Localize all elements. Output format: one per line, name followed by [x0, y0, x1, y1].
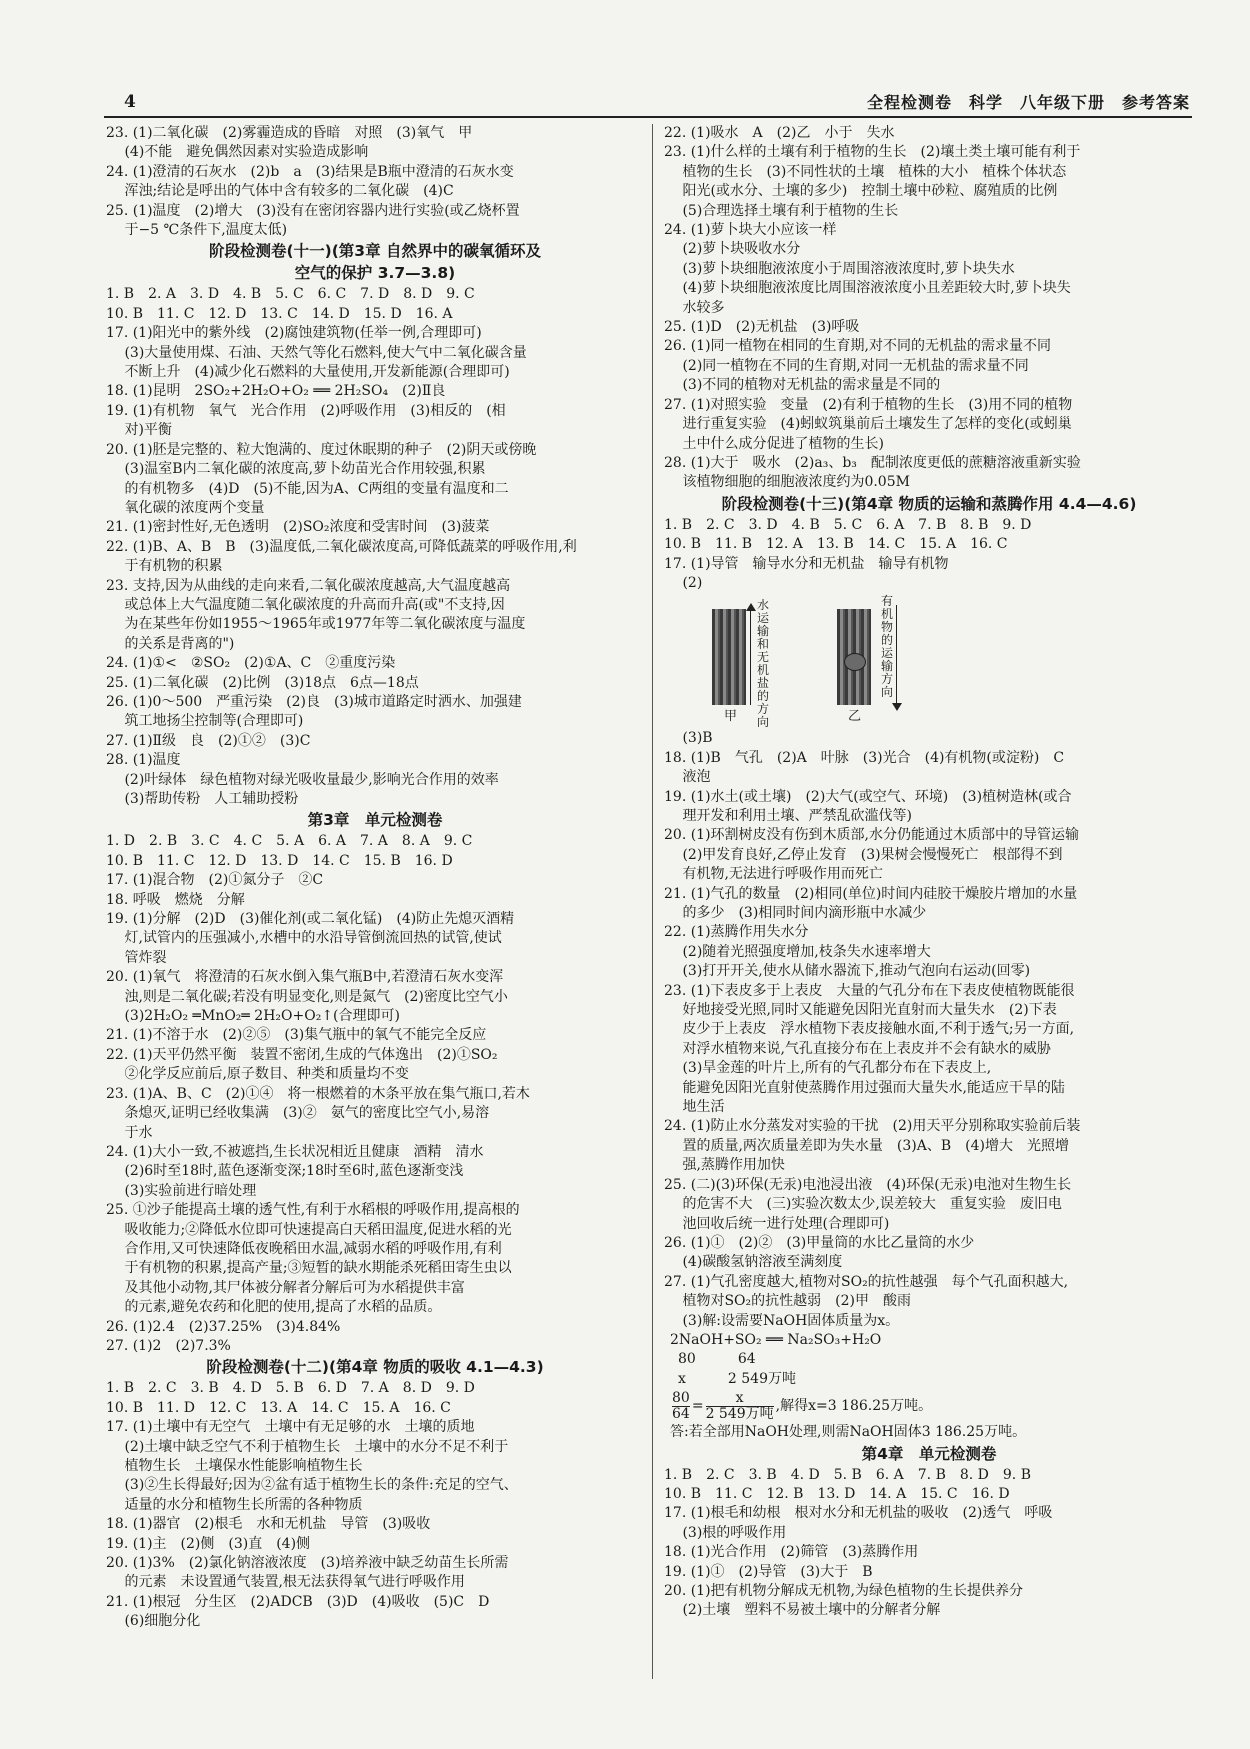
answer-line: 24. (1)防止水分蒸发对实验的干扰 (2)用天平分别称取实验前后装: [664, 1118, 1081, 1135]
answer-line: 植物对SO₂的抗性越弱 (2)甲 酸雨: [664, 1293, 911, 1310]
heading-test-12: 阶段检测卷(十二)(第4章 物质的吸收 4.1—4.3): [206, 1358, 544, 1377]
answer-line: (3)2H₂O₂ ═MnO₂═ 2H₂O+O₂↑(合理即可): [106, 1008, 400, 1025]
answer-line: 25. (1)二氧化碳 (2)比例 (3)18点 6点—18点: [106, 674, 419, 691]
answer-line: 21. (1)不溶于水 (2)②⑤ (3)集气瓶中的氧气不能完全反应: [106, 1027, 487, 1044]
answers-chapter-4: [664, 1466, 1194, 1621]
answer-line: 理开发和利用土壤、严禁乱砍滥伐等): [664, 807, 912, 824]
answer-line: (5)合理选择土壤有利于植物的生长: [664, 202, 899, 219]
answers-test-12-end: [664, 124, 1194, 493]
answer-line: 于−5 ℃条件下,温度太低): [106, 222, 288, 239]
answer-line: (2)6时至18时,蓝色逐渐变深;18时至6时,蓝色逐渐变浅: [106, 1163, 464, 1180]
answer-line: 24. (1)萝卜块大小应该一样: [664, 222, 837, 239]
answer-line: 18. (1)光合作用 (2)筛管 (3)蒸腾作用: [664, 1544, 919, 1561]
stem-transport-figure: [684, 594, 1194, 730]
answer-line: 土中什么成分促进了植物的生长): [664, 435, 884, 452]
answer-line: 适量的水分和植物生长所需的各种物质: [106, 1496, 363, 1513]
answer-line: 进行重复实验 (4)蚓蚁筑巢前后土壤发生了怎样的变化(或蚓巢: [664, 416, 1072, 433]
fraction-2: [706, 1391, 774, 1422]
calc-equation: 2NaOH+SO₂ ══ Na₂SO₃+H₂O: [670, 1331, 882, 1348]
answer-line: (3)萝卜块细胞液浓度小于周围溶液浓度时,萝卜块失水: [664, 260, 1015, 277]
answer-line: 1. B 2. C 3. D 4. B 5. C 6. A 7. B 8. B 9. D: [664, 516, 1032, 533]
answer-line: (3)打开开关,使水从储水器流下,推动气泡向右运动(回零): [664, 963, 1031, 980]
fraction-2-den: 2 549万吨: [705, 1405, 774, 1422]
answer-line: 25. (二)(3)环保(无汞)电池浸出液 (4)环保(无汞)电池对生物生长: [664, 1176, 1072, 1193]
answer-line: 有机物,无法进行呼吸作用而死亡: [664, 866, 883, 883]
answers-test-13-part2: [664, 729, 1194, 1331]
fraction-2-num: x: [706, 1391, 774, 1407]
answer-line: (2)土壤中缺乏空气不利于植物生长 土壤中的水分不足不利于: [106, 1438, 509, 1455]
answer-line: 1. B 2. C 3. B 4. D 5. B 6. D 7. A 8. D 9. D: [106, 1380, 475, 1397]
answers-test-12: [106, 1379, 644, 1631]
column-divider: [652, 124, 653, 1679]
answer-line: 18. 呼吸 燃烧 分解: [106, 891, 245, 908]
answer-line: 置的质量,两次质量差即为失水量 (3)A、B (4)增大 光照增: [664, 1137, 1069, 1154]
answer-line: (2)随着光照强度增加,枝条失水速率增大: [664, 943, 931, 960]
answer-line: 不断上升 (4)减少化石燃料的大量使用,开发新能源(合理即可): [106, 364, 510, 381]
stem-image-left: [712, 609, 746, 705]
answer-line: (2)萝卜块吸收水分: [664, 241, 801, 258]
answer-line: (3)B: [664, 730, 713, 747]
answer-line: 1. B 2. A 3. D 4. B 5. C 6. C 7. D 8. D 9. C: [106, 286, 475, 303]
answer-line: (3)帮助传粉 人工辅助授粉: [106, 791, 299, 807]
answer-line: (3)旱金莲的叶片上,所有的气孔都分布在下表皮上,: [664, 1060, 992, 1077]
heading-test-11: 阶段检测卷(十一)(第3章 自然界中的碳氧循环及: [209, 242, 541, 261]
calc-masses: 80 64: [678, 1351, 756, 1368]
answer-line: 27. (1)2 (2)7.3%: [106, 1337, 231, 1354]
answers-section-10-end: [106, 124, 644, 240]
answer-line: 为在某些年份如1955～1965年或1977年等二氧化碳浓度与温度: [106, 616, 526, 633]
answer-line: 23. (1)二氧化碳 (2)雾霾造成的昏暗 对照 (3)氧气 甲: [106, 125, 473, 141]
answer-line: (2)甲发育良好,乙停止发育 (3)果树会慢慢死亡 根部得不到: [664, 846, 1063, 863]
answer-line: 17. (1)土壤中有无空气 土壤中有无足够的水 土壤的质地: [106, 1419, 475, 1436]
answer-line: 植物生长 土壤保水性能影响植物生长: [106, 1458, 363, 1474]
answer-line: 17. (1)根毛和幼根 根对水分和无机盐的吸收 (2)透气 呼吸: [664, 1505, 1053, 1522]
answer-line: 条熄灭,证明已经收集满 (3)② 氨气的密度比空气小,易溶: [106, 1105, 490, 1122]
answer-line: (2)土壤 塑料不易被土壤中的分解者分解: [664, 1602, 941, 1619]
answer-line: 24. (1)大小一致,不被遮挡,生长状况相近且健康 酒精 清水: [106, 1143, 484, 1160]
answer-line: 28. (1)大于 吸水 (2)a₃、b₃ 配制浓度更低的蔗糖溶液重新实验: [664, 454, 1081, 471]
answer-line: 液泡: [664, 769, 711, 786]
calc-unknowns: x 2 549万吨: [678, 1370, 796, 1387]
heading-test-13: 阶段检测卷(十三)(第4章 物质的运输和蒸腾作用 4.4—4.6): [721, 494, 1137, 513]
answer-line: 对)平衡: [106, 422, 172, 439]
answer-line: 的多少 (3)相同时间内滴形瓶中水减少: [664, 905, 927, 921]
answer-line: 植物的生长 (3)不同性状的土壤 植株的大小 植株个体状态: [664, 163, 1067, 180]
answer-line: 19. (1)主 (2)侧 (3)直 (4)侧: [106, 1535, 311, 1552]
answer-line: 18. (1)器官 (2)根毛 水和无机盐 导管 (3)吸收: [106, 1516, 431, 1533]
fraction-1-num: 80: [672, 1389, 690, 1406]
figure-text-left: 水运输和无机盐的方向: [756, 598, 769, 730]
answer-line: 该植物细胞的细胞液浓度约为0.05M: [664, 474, 910, 491]
answer-line: 19. (1)水土(或土壤) (2)大气(或空气、环境) (3)植树造林(或合: [664, 788, 1072, 805]
answer-line: 27. (1)Ⅱ级 良 (2)①② (3)C: [106, 732, 311, 749]
answer-line: 23. (1)下表皮多于上表皮 大量的气孔分布在下表皮使植物既能很: [664, 982, 1075, 999]
answer-line: 20. (1)胚是完整的、粒大饱满的、度过休眠期的种子 (2)阴天或傍晚: [106, 441, 537, 458]
calc-solution: ,解得x=3 186.25万吨。: [775, 1398, 933, 1415]
answer-line: 的元素,避免农药和化肥的使用,提高了水稻的品质。: [106, 1299, 442, 1316]
answer-line: 25. (1)温度 (2)增大 (3)没有在密闭容器内进行实验(或乙烧杯置: [106, 202, 520, 219]
answer-line: (3)大量使用煤、石油、天然气等化石燃料,使大气中二氧化碳含量: [106, 344, 527, 361]
answer-line: (3)不同的植物对无机盐的需求量是不同的: [664, 377, 941, 394]
answer-line: 23. (1)什么样的土壤有利于植物的生长 (2)壤土类土壤可能有利于: [664, 144, 1081, 161]
answer-line: 10. B 11. D 12. C 13. A 14. C 15. A 16. C: [106, 1399, 451, 1416]
page-number: 4: [124, 92, 136, 112]
answer-line: 于有机物的积累: [106, 558, 223, 575]
heading-test-11-sub: 空气的保护 3.7—3.8): [294, 264, 456, 283]
figure-label-right: 乙: [848, 709, 862, 725]
answer-line: 24. (1)①< ②SO₂ (2)①A、C ②重度污染: [106, 655, 396, 672]
answer-line: 浊,则是二氧化碳;若没有明显变化,则是氮气 (2)密度比空气小: [106, 988, 508, 1005]
answers-test-13-part1: [664, 516, 1194, 594]
answer-line: 池回收后统一进行处理(合理即可): [664, 1215, 890, 1232]
answer-line: 21. (1)根冠 分生区 (2)ADCB (3)D (4)吸收 (5)C D: [106, 1593, 490, 1610]
answer-line: 水较多: [664, 299, 725, 316]
answer-line: 或总体上大气温度随二氧化碳浓度的升高而升高(或"不支持,因: [106, 596, 505, 613]
answer-line: 阳光(或水分、土壤的多少) 控制土壤中砂粒、腐殖质的比例: [664, 183, 1058, 200]
answer-line: (2)同一植物在不同的生育期,对同一无机盐的需求量不同: [664, 357, 1029, 374]
answer-line: 灯,试管内的压强减小,水槽中的水沿导管倒流回热的试管,使试: [106, 930, 502, 947]
answer-line: 1. D 2. B 3. C 4. C 5. A 6. A 7. A 8. A 9. C: [106, 833, 473, 850]
answer-line: 24. (1)澄清的石灰水 (2)b a (3)结果是B瓶中澄清的石灰水变: [106, 163, 514, 180]
answer-line: 及其他小动物,其尸体被分解者分解后可为水稻提供丰富: [106, 1279, 465, 1296]
answer-line: 的有机物多 (4)D (5)不能,因为A、C两组的变量有温度和二: [106, 480, 509, 497]
answer-line: 23. 支持,因为从曲线的走向来看,二氧化碳浓度越高,大气温度越高: [106, 577, 511, 594]
answer-line: (4)萝卜块细胞液浓度比周围溶液浓度小且差距较大时,萝卜块失: [664, 280, 1071, 297]
answer-line: 皮少于上表皮 浮水植物下表皮接触水面,不利于透气;另一方面,: [664, 1021, 1075, 1038]
answer-line: 吸收能力;②降低水位即可快速提高白天稻田温度,促进水稻的光: [106, 1221, 512, 1238]
answer-line: 19. (1)① (2)导管 (3)大于 B: [664, 1563, 873, 1580]
answer-line: 10. B 11. B 12. A 13. B 14. C 15. A 16. C: [664, 536, 1008, 553]
answer-line: ②化学反应前后,原子数目、种类和质量均不变: [106, 1066, 409, 1083]
down-arrow-icon: [896, 605, 897, 705]
answers-test-11: [106, 285, 644, 809]
answer-line: 于水: [106, 1124, 153, 1141]
right-column: [664, 124, 1194, 1621]
up-arrow-icon: [750, 609, 751, 705]
answer-line: 的危害不大 (三)实验次数太少,误差较大 重复实验 废旧电: [664, 1196, 1062, 1213]
answer-line: 好地接受光照,同时又能避免因阳光直射而大量失水 (2)下表: [664, 1002, 1057, 1019]
answer-line: 17. (1)导管 输导水分和无机盐 输导有机物: [664, 555, 949, 572]
answer-line: 18. (1)昆明 2SO₂+2H₂O+O₂ ══ 2H₂SO₄ (2)Ⅱ良: [106, 383, 446, 400]
answer-line: (4)碳酸氢钠溶液至满刻度: [664, 1254, 843, 1271]
answer-line: (4)不能 避免偶然因素对实验造成影响: [106, 144, 369, 161]
answer-line: 27. (1)对照实验 变量 (2)有利于植物的生长 (3)用不同的植物: [664, 396, 1073, 413]
answer-line: 氧化碳的浓度两个变量: [106, 499, 265, 516]
answer-line: 对浮水植物来说,气孔直接分布在上表皮并不会有缺水的威胁: [664, 1040, 1051, 1057]
answer-line: 20. (1)环割树皮没有伤到木质部,水分仍能通过木质部中的导管运输: [664, 827, 1079, 844]
answer-line: 28. (1)温度: [106, 752, 181, 769]
answer-line: 20. (1)把有机物分解成无机物,为绿色植物的生长提供养分: [664, 1583, 1023, 1599]
answer-line: 19. (1)分解 (2)D (3)催化剂(或二氧化锰) (4)防止先熄灭酒精: [106, 911, 515, 928]
answer-line: 于有机物的积累,提高产量;③短暂的缺水期能杀死稻田寄生虫以: [106, 1260, 512, 1277]
fraction-1: [672, 1391, 690, 1422]
answer-line: 21. (1)密封性好,无色透明 (2)SO₂浓度和受害时间 (3)菠菜: [106, 519, 490, 536]
answer-line: 26. (1)0～500 严重污染 (2)良 (3)城市道路定时洒水、加强建: [106, 693, 522, 710]
answer-line: 管炸裂: [106, 949, 167, 966]
answer-line: (6)细胞分化: [106, 1613, 201, 1630]
answer-line: (3)②生长得最好;因为②盆有适于植物生长的条件:充足的空气、: [106, 1477, 518, 1494]
answer-line: (2): [664, 574, 703, 591]
heading-chapter-4-unit-test: 第4章 单元检测卷: [861, 1444, 997, 1463]
answer-line: 10. B 11. C 12. D 13. D 14. C 15. B 16. D: [106, 852, 453, 869]
answer-line: 的关系是背离的"): [106, 635, 235, 652]
answer-line: 25. ①沙子能提高土壤的透气性,有利于水稻根的呼吸作用,提高根的: [106, 1202, 520, 1219]
header-title: 全程检测卷 科学 八年级下册 参考答案: [866, 93, 1190, 112]
answer-line: 26. (1)2.4 (2)37.25% (3)4.84%: [106, 1318, 341, 1335]
figure-label-left: 甲: [724, 709, 738, 725]
answer-line: 25. (1)D (2)无机盐 (3)呼吸: [664, 319, 860, 336]
answer-line: (3)解:设需要NaOH固体质量为x。: [664, 1312, 900, 1329]
answer-line: 20. (1)氧气 将澄清的石灰水倒入集气瓶B中,若澄清石灰水变浑: [106, 969, 504, 986]
answers-chapter-3: [106, 832, 644, 1356]
answer-line: (3)实验前进行暗处理: [106, 1182, 257, 1199]
answer-line: 22. (1)吸水 A (2)乙 小于 失水: [664, 125, 895, 141]
figure-text-right: 有机物的运输方向: [880, 594, 893, 700]
answer-line: 17. (1)混合物 (2)①氮分子 ②C: [106, 872, 324, 889]
answer-line: 筑工地扬尘控制等(合理即可): [106, 713, 304, 730]
answer-line: 强,蒸腾作用加快: [664, 1157, 785, 1174]
answer-line: 26. (1)① (2)② (3)甲量筒的水比乙量筒的水少: [664, 1234, 975, 1251]
answer-line: 20. (1)3% (2)氯化钠溶液浓度 (3)培养液中缺乏幼苗生长所需: [106, 1555, 509, 1572]
answer-line: 19. (1)有机物 氧气 光合作用 (2)呼吸作用 (3)相反的 (相: [106, 402, 506, 419]
heading-chapter-3-unit-test: 第3章 单元检测卷: [307, 811, 443, 830]
calc-proportion: $\frac{80}{64}$ = $\frac{x}{\text{2 549万吨}}$ ,解得x=3 186.25万吨。: [672, 1389, 933, 1422]
answer-line: 能避免因阳光直射使蒸腾作用过强而大量失水,能适应干旱的陆: [664, 1079, 1065, 1096]
answer-line: 22. (1)天平仍然平衡 装置不密闭,生成的气体逸出 (2)①SO₂: [106, 1046, 498, 1063]
answer-line: (3)温室B内二氧化碳的浓度高,萝卜幼苗光合作用较强,积累: [106, 461, 486, 478]
answer-line: 1. B 2. C 3. B 4. D 5. B 6. A 7. B 8. D 9. B: [664, 1466, 1031, 1483]
answer-line: 27. (1)气孔密度越大,植物对SO₂的抗性越强 每个气孔面积越大,: [664, 1273, 1069, 1290]
answer-line: 18. (1)B 气孔 (2)A 叶脉 (3)光合 (4)有机物(或淀粉) C: [664, 749, 1065, 766]
left-column: [106, 124, 644, 1632]
header-rule: [104, 116, 1192, 118]
answer-line: (2)叶绿体 绿色植物对绿光吸收量最少,影响光合作用的效率: [106, 771, 499, 788]
answer-line: 浑浊;结论是呼出的气体中含有较多的二氧化碳 (4)C: [106, 183, 454, 200]
answer-line: 23. (1)A、B、C (2)①④ 将一根燃着的木条平放在集气瓶口,若木: [106, 1085, 530, 1102]
answer-line: (3)根的呼吸作用: [664, 1524, 787, 1541]
answer-line: 17. (1)阳光中的紫外线 (2)腐蚀建筑物(任举一例,合理即可): [106, 325, 482, 342]
answer-line: 10. B 11. C 12. B 13. D 14. A 15. C 16. D: [664, 1485, 1010, 1502]
answer-line: 合作用,又可快速降低夜晚稻田水温,减弱水稻的呼吸作用,有利: [106, 1240, 502, 1257]
answer-line: 22. (1)蒸腾作用失水分: [664, 924, 809, 941]
answer-line: 的元素 未设置通气装置,根无法获得氧气进行呼吸作用: [106, 1574, 465, 1591]
answer-line: 21. (1)气孔的数量 (2)相同(单位)时间内硅胶干燥胶片增加的水量: [664, 885, 1078, 902]
answer-line: 10. B 11. C 12. D 13. C 14. D 15. D 16. A: [106, 305, 453, 322]
answer-line: 26. (1)同一植物在相同的生育期,对不同的无机盐的需求量不同: [664, 338, 1051, 355]
fraction-1-den: 64: [672, 1405, 690, 1422]
answer-line: 地生活: [664, 1099, 725, 1116]
calc-answer: 答:若全部用NaOH处理,则需NaOH固体3 186.25万吨。: [670, 1424, 1027, 1441]
answer-line: 22. (1)B、A、B B (3)温度低,二氧化碳浓度高,可降低蔬菜的呼吸作用,利: [106, 538, 577, 555]
